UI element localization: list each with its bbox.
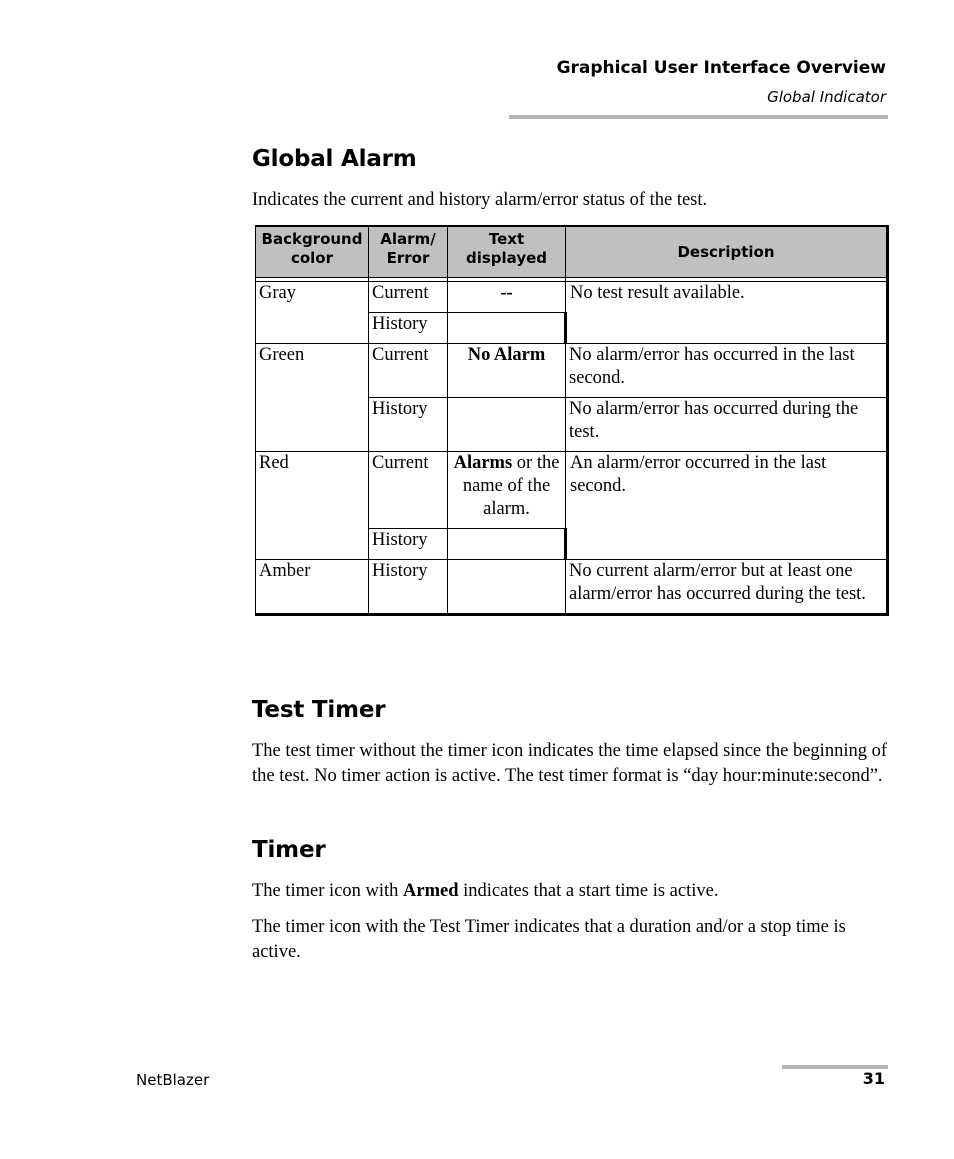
color-cell-gray: Gray [256,282,369,344]
table-row [256,452,888,529]
global-alarm-intro: Indicates the current and history alarm/error status of the test. [252,190,708,210]
color-cell-amber: Amber [256,560,369,615]
text-displayed-cell [448,313,566,344]
color-cell-green: Green [256,344,369,452]
alarm-type-cell: History [369,560,448,615]
alarms-bold-text: Alarms [453,453,513,473]
column-header-alarm-error: Alarm/ Error [369,226,448,278]
color-cell-red: Red [256,452,369,560]
table-row [256,282,888,313]
alarm-type-cell: Current [369,282,448,313]
text-displayed-cell [448,452,566,529]
table-row [256,344,888,398]
alarm-type-cell: Current [369,344,448,398]
text-displayed-cell: -- [448,282,566,313]
timer-paragraph-1: The timer icon with Armed indicates that a start time is active. [252,881,719,901]
text-displayed-cell [448,398,566,452]
alarm-type-cell: History [369,398,448,452]
column-header-description: Description [566,226,888,278]
running-header-title: Graphical User Interface Overview [556,58,886,78]
text-displayed-cell [448,560,566,615]
armed-bold-text: Armed [403,881,459,901]
timer-paragraph-2: The timer icon with the Test Timer indicates that a duration and/or a stop time is active. [252,917,846,962]
header-rule [509,115,888,119]
table-row [256,560,888,615]
text-displayed-cell [448,529,566,560]
alarm-type-cell: History [369,313,448,344]
table-header-row [256,226,888,278]
description-cell: No current alarm/error but at least one alarm/error has occurred during the test. [566,560,888,615]
alarm-type-cell: History [369,529,448,560]
text-displayed-cell: No Alarm [448,344,566,398]
alarms-rest-text: or the name of the alarm. [462,453,560,519]
page-number: 31 [862,1069,885,1088]
description-cell: An alarm/error occurred in the last second. [566,452,888,560]
test-timer-heading: Test Timer [252,697,386,723]
running-header-subtitle: Global Indicator [767,88,886,106]
description-cell: No alarm/error has occurred during the test. [566,398,888,452]
column-header-background-color: Background color [256,226,369,278]
global-alarm-heading: Global Alarm [252,146,417,172]
footer-product-name: NetBlazer [136,1071,210,1089]
description-cell: No test result available. [566,282,888,344]
test-timer-text: The test timer without the timer icon indicates the time elapsed since the beginning of the test. No timer action is active. The test timer format is “day hour:minute:second”. [252,741,887,786]
column-header-text-displayed: Text displayed [448,226,566,278]
alarm-type-cell: Current [369,452,448,529]
timer-heading: Timer [252,837,326,863]
description-cell: No alarm/error has occurred in the last second. [566,344,888,398]
global-alarm-table [255,225,889,616]
